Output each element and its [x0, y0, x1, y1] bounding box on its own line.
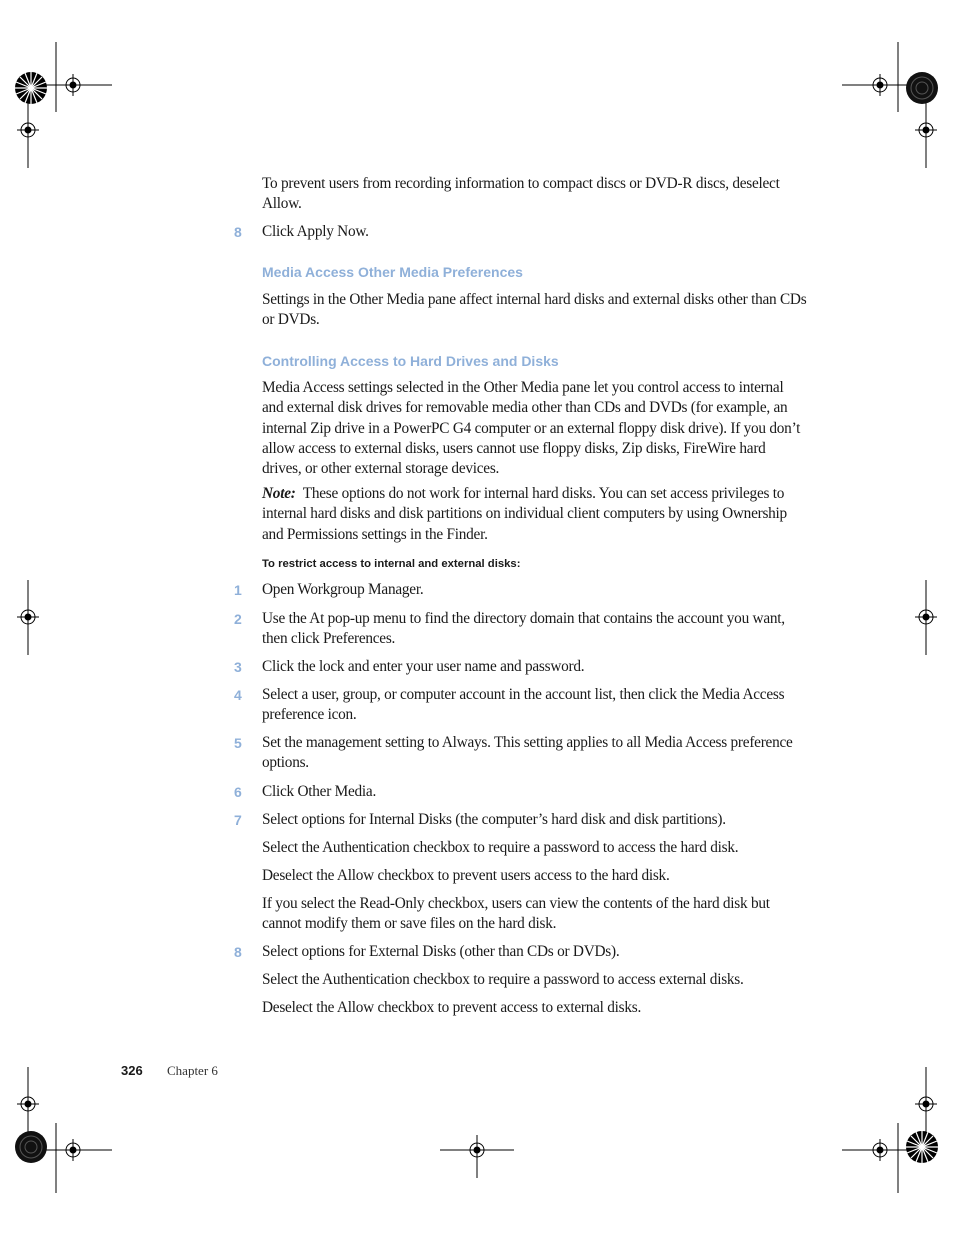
step-text: Click Apply Now.: [262, 223, 369, 240]
section-paragraph: Media Access settings selected in the Other Media pane let you control access to internal and external disk drives for removable media other than CDs and DVDs (for example, an internal Zip drive in a PowerPC G4 computer or an external floppy disk drive). If you don’t allow access to external disks, users cannot use floppy disks, Zip disks, FireWire hard drives, or other external storage devices.: [262, 379, 801, 478]
step-text: Click the lock and enter your user name and password.: [262, 658, 585, 675]
section-paragraph: Settings in the Other Media pane affect internal hard disks and external disks other than CDs or DVDs.: [262, 291, 807, 329]
note-paragraph: [262, 484, 807, 545]
step-detail: Deselect the Allow checkbox to prevent users access to the hard disk.: [262, 867, 670, 884]
step-number: 5: [234, 735, 242, 751]
step-detail: Select the Authentication checkbox to require a password to access external disks.: [262, 971, 744, 988]
step-number: 4: [234, 687, 242, 703]
step-detail: Deselect the Allow checkbox to prevent access to external disks.: [262, 999, 642, 1016]
step-text: Click Other Media.: [262, 783, 377, 800]
chapter-label: Chapter 6: [167, 1063, 218, 1078]
step-number: 8: [234, 224, 242, 240]
step-text: Set the management setting to Always. This setting applies to all Media Access preference options.: [262, 734, 793, 772]
intro-paragraph: To prevent users from recording information to compact discs or DVD-R discs, deselect Allow.: [262, 175, 780, 213]
page-number: 326: [121, 1063, 143, 1078]
step-detail: If you select the Read-Only checkbox, users can view the contents of the hard disk but cannot modify them or save files on the hard disk.: [262, 895, 770, 933]
step-number: 1: [234, 582, 242, 598]
step-text: Open Workgroup Manager.: [262, 581, 424, 598]
step-number: 7: [234, 812, 242, 828]
step-number: 2: [234, 611, 242, 627]
section-heading: Controlling Access to Hard Drives and Disks: [262, 353, 559, 369]
step-number: 6: [234, 784, 242, 800]
step-detail: Select the Authentication checkbox to require a password to access the hard disk.: [262, 839, 739, 856]
note-text: These options do not work for internal hard disks. You can set access privileges to internal hard disks and disk partitions on individual client computers by using Ownership and Permissions settings in the Finder.: [262, 485, 787, 543]
note-label: Note:: [262, 485, 296, 502]
step-number: 3: [234, 659, 242, 675]
step-text: Use the At pop-up menu to find the directory domain that contains the account you want, then click Preferences.: [262, 610, 785, 648]
step-text: Select options for External Disks (other than CDs or DVDs).: [262, 943, 620, 960]
step-number: 8: [234, 944, 242, 960]
procedure-title: To restrict access to internal and external disks:: [262, 558, 521, 570]
section-heading: Media Access Other Media Preferences: [262, 264, 523, 280]
step-text: Select a user, group, or computer account in the account list, then click the Media Access preference icon.: [262, 686, 785, 724]
step-text: Select options for Internal Disks (the computer’s hard disk and disk partitions).: [262, 811, 726, 828]
